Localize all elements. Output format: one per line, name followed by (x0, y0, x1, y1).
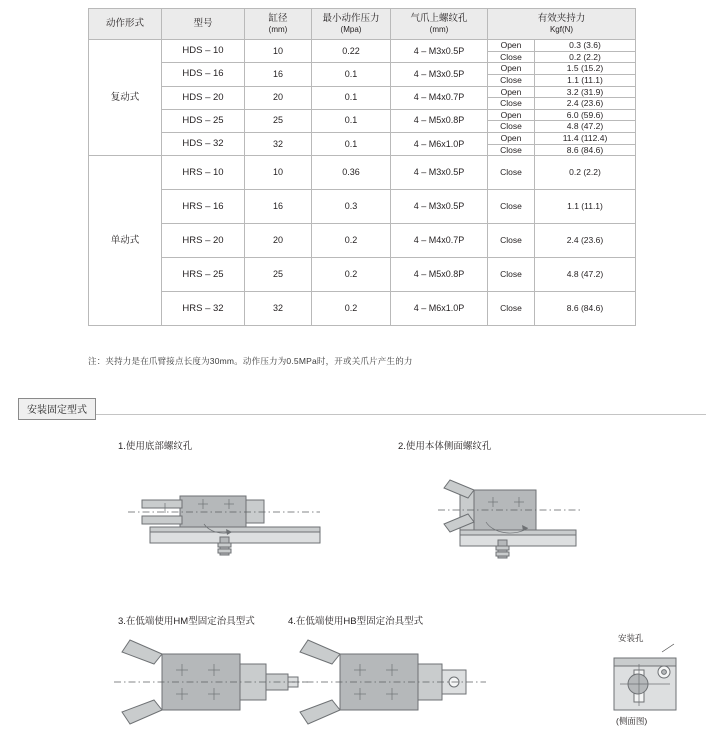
table-row (89, 109, 636, 121)
bore-cell: 16 (245, 63, 312, 86)
thread-cell: 4 – M4x0.7P (391, 224, 488, 258)
bore-cell: 32 (245, 133, 312, 156)
table-row (89, 292, 636, 326)
thread-cell: 4 – M3x0.5P (391, 40, 488, 63)
pressure-cell: 0.2 (312, 258, 391, 292)
model-cell: HDS – 10 (162, 40, 245, 63)
force-state-cell: Close (488, 258, 535, 292)
column-header-pressure-sub: (Mpa) (340, 24, 362, 34)
bore-cell: 10 (245, 156, 312, 190)
table-row (89, 258, 636, 292)
force-value-cell: 1.1 (11.1) (535, 190, 636, 224)
thread-cell: 4 – M5x0.8P (391, 109, 488, 132)
table-row (89, 40, 636, 52)
mode-cell-double-acting: 复动式 (89, 40, 162, 156)
figure-5-side-view-drawing (600, 640, 710, 720)
bore-cell: 20 (245, 86, 312, 109)
column-header-thread-text: 气爪上螺纹孔 (410, 13, 468, 25)
table-body (89, 40, 636, 326)
thread-cell: 4 – M3x0.5P (391, 156, 488, 190)
model-cell: HDS – 20 (162, 86, 245, 109)
section-heading (18, 398, 706, 416)
mode-cell-single-acting: 单动式 (89, 156, 162, 326)
pressure-cell: 0.3 (312, 190, 391, 224)
column-header-thread-sub: (mm) (429, 24, 449, 34)
figure-1-caption: 1.使用底部螺纹孔 (118, 441, 193, 452)
table-row (89, 224, 636, 258)
force-value-cell: 2.4 (23.6) (535, 224, 636, 258)
figure-3-caption: 3.在低端使用HM型固定治具型式 (118, 616, 255, 627)
figure-2-caption: 2.使用本体侧面螺纹孔 (398, 441, 492, 452)
pressure-cell: 0.2 (312, 292, 391, 326)
force-state-cell: Open (488, 86, 535, 98)
model-cell: HRS – 10 (162, 156, 245, 190)
model-cell: HRS – 25 (162, 258, 245, 292)
force-value-cell: 1.1 (11.1) (535, 74, 636, 86)
figure-5-caption: (侧面图) (616, 716, 648, 726)
force-value-cell: 0.2 (2.2) (535, 51, 636, 63)
force-state-cell: Open (488, 109, 535, 121)
column-header-bore-text: 缸径 (268, 13, 288, 25)
table-row (89, 86, 636, 98)
pressure-cell: 0.22 (312, 40, 391, 63)
force-value-cell: 4.8 (47.2) (535, 258, 636, 292)
column-header-model (162, 9, 245, 40)
figure-4-caption: 4.在低端使用HB型固定治具型式 (288, 616, 424, 627)
figure-2-side-mounting-drawing (430, 478, 600, 570)
force-state-cell: Close (488, 51, 535, 63)
force-state-cell: Open (488, 40, 535, 52)
pressure-cell: 0.1 (312, 63, 391, 86)
figure-3-hm-fixture-drawing (112, 638, 312, 728)
force-state-cell: Close (488, 98, 535, 110)
section-heading-rule (18, 414, 706, 415)
bore-cell: 25 (245, 258, 312, 292)
force-value-cell: 8.6 (84.6) (535, 144, 636, 156)
force-value-cell: 1.5 (15.2) (535, 63, 636, 75)
column-header-bore (245, 9, 312, 40)
table-footnote: 注：夹持力是在爪臂接点长度为30mm。动作压力为0.5MPa时，开或关爪片产生的力 (88, 356, 413, 366)
model-cell: HRS – 32 (162, 292, 245, 326)
force-value-cell: 8.6 (84.6) (535, 292, 636, 326)
pressure-cell: 0.2 (312, 224, 391, 258)
model-cell: HRS – 20 (162, 224, 245, 258)
pressure-cell: 0.1 (312, 86, 391, 109)
specification-table-container (88, 8, 636, 326)
force-state-cell: Close (488, 121, 535, 133)
force-value-cell: 4.8 (47.2) (535, 121, 636, 133)
section-heading-label: 安装固定型式 (18, 398, 96, 420)
column-header-bore-sub: (mm) (268, 24, 288, 34)
pressure-cell: 0.1 (312, 133, 391, 156)
force-state-cell: Open (488, 133, 535, 145)
column-header-mode-text: 动作形式 (105, 18, 144, 30)
column-header-mode (89, 9, 162, 40)
column-header-pressure (312, 9, 391, 40)
figure-4-hb-fixture-drawing (290, 638, 490, 728)
force-value-cell: 0.3 (3.6) (535, 40, 636, 52)
column-header-pressure-text: 最小动作压力 (322, 13, 380, 25)
force-state-cell: Close (488, 74, 535, 86)
table-row (89, 133, 636, 145)
column-header-force-sub: Kgf(N) (549, 24, 574, 34)
column-header-model-text: 型号 (193, 18, 213, 30)
bore-cell: 25 (245, 109, 312, 132)
force-state-cell: Close (488, 224, 535, 258)
bore-cell: 16 (245, 190, 312, 224)
force-value-cell: 3.2 (31.9) (535, 86, 636, 98)
model-cell: HDS – 16 (162, 63, 245, 86)
pressure-cell: 0.36 (312, 156, 391, 190)
thread-cell: 4 – M5x0.8P (391, 258, 488, 292)
model-cell: HRS – 16 (162, 190, 245, 224)
specification-table (88, 8, 636, 326)
table-header (89, 9, 636, 40)
figure-5-annotation-label: 安装孔 (618, 633, 644, 643)
force-state-cell: Close (488, 292, 535, 326)
force-value-cell: 2.4 (23.6) (535, 98, 636, 110)
force-value-cell: 6.0 (59.6) (535, 109, 636, 121)
table-row (89, 190, 636, 224)
thread-cell: 4 – M6x1.0P (391, 133, 488, 156)
force-value-cell: 0.2 (2.2) (535, 156, 636, 190)
column-header-thread (391, 9, 488, 40)
bore-cell: 32 (245, 292, 312, 326)
figure-1-bottom-mounting-drawing (120, 480, 360, 570)
bore-cell: 20 (245, 224, 312, 258)
thread-cell: 4 – M4x0.7P (391, 86, 488, 109)
model-cell: HDS – 25 (162, 109, 245, 132)
table-header-row (89, 9, 636, 40)
force-state-cell: Open (488, 63, 535, 75)
column-header-force-text: 有效夹持力 (537, 13, 586, 25)
thread-cell: 4 – M3x0.5P (391, 190, 488, 224)
pressure-cell: 0.1 (312, 109, 391, 132)
force-state-cell: Close (488, 156, 535, 190)
bore-cell: 10 (245, 40, 312, 63)
thread-cell: 4 – M3x0.5P (391, 63, 488, 86)
thread-cell: 4 – M6x1.0P (391, 292, 488, 326)
force-value-cell: 11.4 (112.4) (535, 133, 636, 145)
table-row (89, 156, 636, 190)
column-header-force (488, 9, 636, 40)
force-state-cell: Close (488, 190, 535, 224)
table-row (89, 63, 636, 75)
model-cell: HDS – 32 (162, 133, 245, 156)
force-state-cell: Close (488, 144, 535, 156)
